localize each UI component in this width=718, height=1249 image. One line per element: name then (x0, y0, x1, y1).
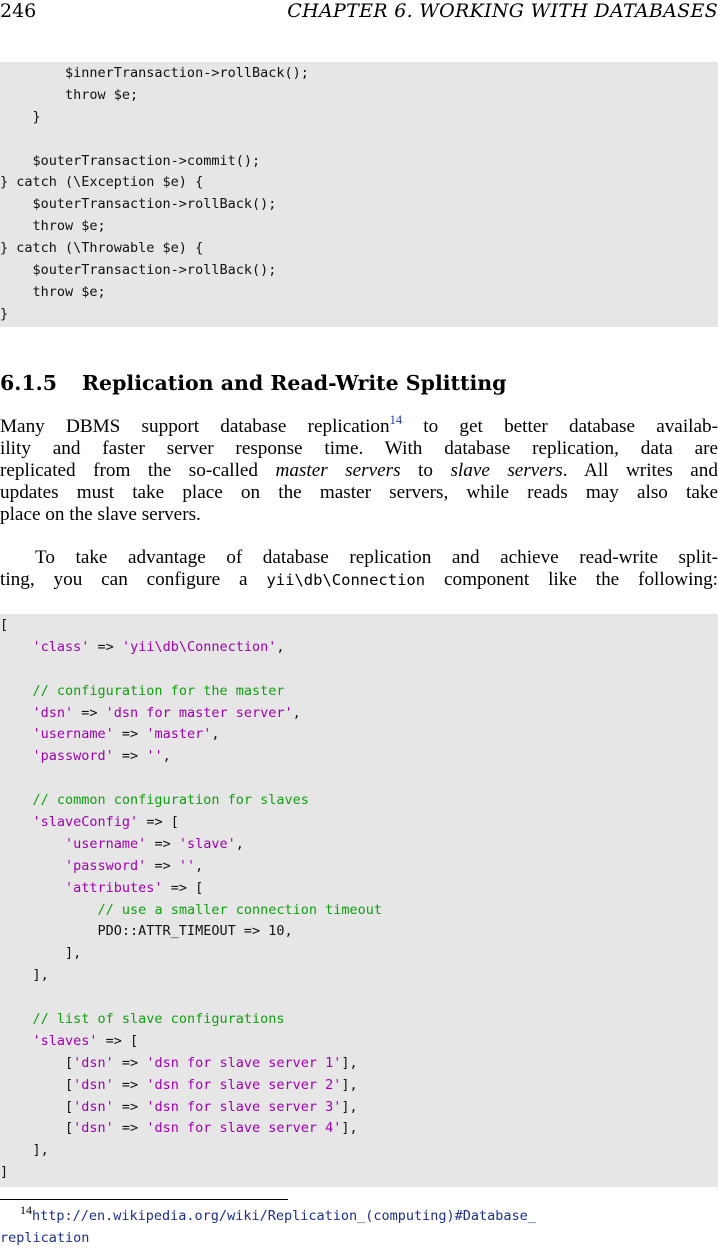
paragraph-line: updates must take place on the master servers, while reads may also take (0, 481, 718, 503)
code-text: => (113, 1054, 147, 1071)
code-line: $outerTransaction->rollBack(); (0, 196, 277, 213)
footnote-mark: 14 (20, 1203, 32, 1217)
code-text: ], (0, 945, 82, 962)
footnote-link[interactable]: http://en.wikipedia.org/wiki/Replication_(computing)#Database_ (32, 1208, 536, 1224)
code-text (0, 836, 65, 852)
code-line (0, 987, 718, 1009)
code-text: [ (0, 617, 9, 633)
code-line (0, 746, 718, 768)
section-heading (0, 369, 718, 397)
code-text: ], (341, 1098, 358, 1115)
code-string: 'username' (32, 726, 114, 743)
code-text (0, 792, 33, 808)
section-title: Replication and Read-Write Splitting (82, 371, 507, 395)
code-text: => [ (162, 879, 204, 896)
paragraph-line: place on the slave servers. (0, 503, 201, 525)
code-line: throw $e; (0, 218, 106, 235)
code-string: 'slave' (178, 835, 236, 852)
code-text: ], (341, 1076, 358, 1093)
code-line (0, 856, 718, 878)
code-line (0, 724, 718, 746)
code-comment: // configuration for the master (32, 682, 285, 699)
code-line: $outerTransaction->commit(); (0, 152, 261, 169)
code-line (0, 812, 718, 834)
code-string: 'dsn' (73, 1098, 114, 1115)
code-comment: // common configuration for slaves (32, 792, 309, 809)
code-line (0, 943, 718, 965)
code-string: 'password' (65, 857, 147, 874)
code-text (0, 683, 33, 699)
code-text (0, 858, 65, 874)
code-line (0, 703, 718, 725)
footnote-divider (0, 1199, 288, 1200)
code-text: , (211, 726, 220, 743)
paragraph-configuration-intro (0, 547, 718, 591)
code-line: throw $e; (0, 86, 139, 103)
code-line: } (0, 305, 9, 322)
running-header (0, 0, 718, 24)
code-text: ], (341, 1120, 358, 1137)
paragraph-line: To take advantage of database replication and achieve read-write split- (35, 547, 718, 568)
code-text: => (113, 748, 147, 765)
code-text: , (162, 748, 171, 765)
code-text: => (146, 835, 179, 852)
code-line (0, 615, 718, 637)
code-line (0, 900, 718, 922)
code-text (0, 902, 98, 918)
page-number: 246 (0, 0, 37, 22)
code-text: , (235, 835, 244, 852)
code-line: } (0, 108, 41, 125)
code-string: 'dsn for slave server 3' (146, 1098, 342, 1115)
code-line (0, 1162, 718, 1184)
code-text (0, 814, 33, 830)
code-text (0, 748, 33, 764)
code-line (0, 1097, 718, 1119)
code-text: ], (0, 1142, 49, 1159)
code-line (0, 1031, 718, 1053)
code-string: 'dsn' (73, 1076, 114, 1093)
code-text (0, 726, 33, 742)
code-line (0, 1053, 718, 1075)
code-string: 'dsn for slave server 2' (146, 1076, 342, 1093)
code-string: 'dsn for slave server 4' (146, 1120, 342, 1137)
code-string: 'attributes' (65, 879, 163, 896)
code-string: 'class' (32, 638, 90, 655)
code-text: [ (0, 1054, 74, 1071)
footnote-reference[interactable]: 14 (389, 413, 403, 427)
code-text: [ (0, 1098, 74, 1115)
code-block-connection-config (0, 614, 718, 1187)
code-text: => (146, 857, 179, 874)
code-text: => (113, 726, 147, 743)
footnote-link-continued[interactable]: replication (0, 1230, 90, 1246)
code-line (0, 834, 718, 856)
code-string: 'dsn' (73, 1054, 114, 1071)
paragraph-line: replicated from the so-called master servers to slave servers. All writes and (0, 459, 718, 481)
code-string: 'master' (146, 726, 212, 743)
code-line (0, 878, 718, 900)
code-line (0, 129, 718, 151)
code-text: => (113, 1098, 147, 1115)
code-text: [ (0, 1120, 74, 1137)
code-text (0, 880, 65, 896)
paragraph-replication-intro (0, 413, 718, 525)
code-text: => (89, 638, 122, 655)
code-line: $innerTransaction->rollBack(); (0, 65, 309, 81)
code-line (0, 659, 718, 681)
paragraph-line: ility and faster server response time. With database replication, data are (0, 437, 718, 459)
code-string: 'yii\db\Connection' (121, 638, 277, 655)
code-line: } catch (\Throwable $e) { (0, 240, 204, 257)
code-text: => [ (97, 1032, 139, 1049)
code-text: => (113, 1076, 147, 1093)
code-text (0, 705, 33, 721)
code-line (0, 921, 718, 943)
code-text (0, 639, 33, 655)
code-string: 'dsn' (73, 1120, 114, 1137)
code-text: => [ (138, 814, 179, 831)
code-comment: // list of slave configurations (32, 1011, 285, 1028)
code-comment: // use a smaller connection timeout (97, 901, 383, 918)
section-number: 6.1.5 (0, 371, 58, 395)
code-string: 'password' (32, 748, 114, 765)
code-string: 'dsn for master server' (105, 704, 293, 721)
code-string: 'slaveConfig' (32, 814, 139, 831)
code-text (0, 1033, 33, 1049)
code-string: '' (178, 857, 196, 874)
code-line (0, 965, 718, 987)
code-text: PDO::ATTR_TIMEOUT => 10, (0, 923, 293, 940)
code-text: , (276, 638, 285, 655)
code-line (0, 637, 718, 659)
paragraph-line: ting, you can configure a yii\db\Connection component like the following: (0, 568, 718, 590)
code-text: [ (0, 1076, 74, 1093)
code-line (0, 1075, 718, 1097)
code-text: ], (0, 967, 49, 984)
inline-code: yii\db\Connection (266, 570, 426, 589)
code-line (0, 1118, 718, 1140)
code-string: 'username' (65, 835, 147, 852)
code-line: $outerTransaction->rollBack(); (0, 262, 277, 279)
code-text: , (292, 704, 301, 721)
code-string: 'slaves' (32, 1032, 98, 1049)
code-text: => (73, 704, 106, 721)
code-text: , (195, 857, 204, 874)
code-line (0, 1140, 718, 1162)
code-line (0, 768, 718, 790)
code-line: throw $e; (0, 283, 106, 300)
code-block-transaction (0, 62, 718, 327)
code-text: ], (341, 1054, 358, 1071)
code-line (0, 1009, 718, 1031)
code-text: => (113, 1120, 147, 1137)
code-string: 'dsn' (32, 704, 74, 721)
code-string: '' (146, 748, 163, 765)
paragraph-line: Many DBMS support database replication$^{14}$ to get better database availab- (0, 413, 718, 437)
code-line (0, 790, 718, 812)
code-line (0, 681, 718, 703)
code-text: ] (0, 1164, 9, 1181)
code-line: } catch (\Exception $e) { (0, 174, 204, 191)
code-string: 'dsn for slave server 1' (146, 1054, 342, 1071)
code-text (0, 1011, 33, 1027)
footnote (0, 1205, 718, 1249)
chapter-title: CHAPTER 6. WORKING WITH DATABASES (287, 0, 718, 22)
